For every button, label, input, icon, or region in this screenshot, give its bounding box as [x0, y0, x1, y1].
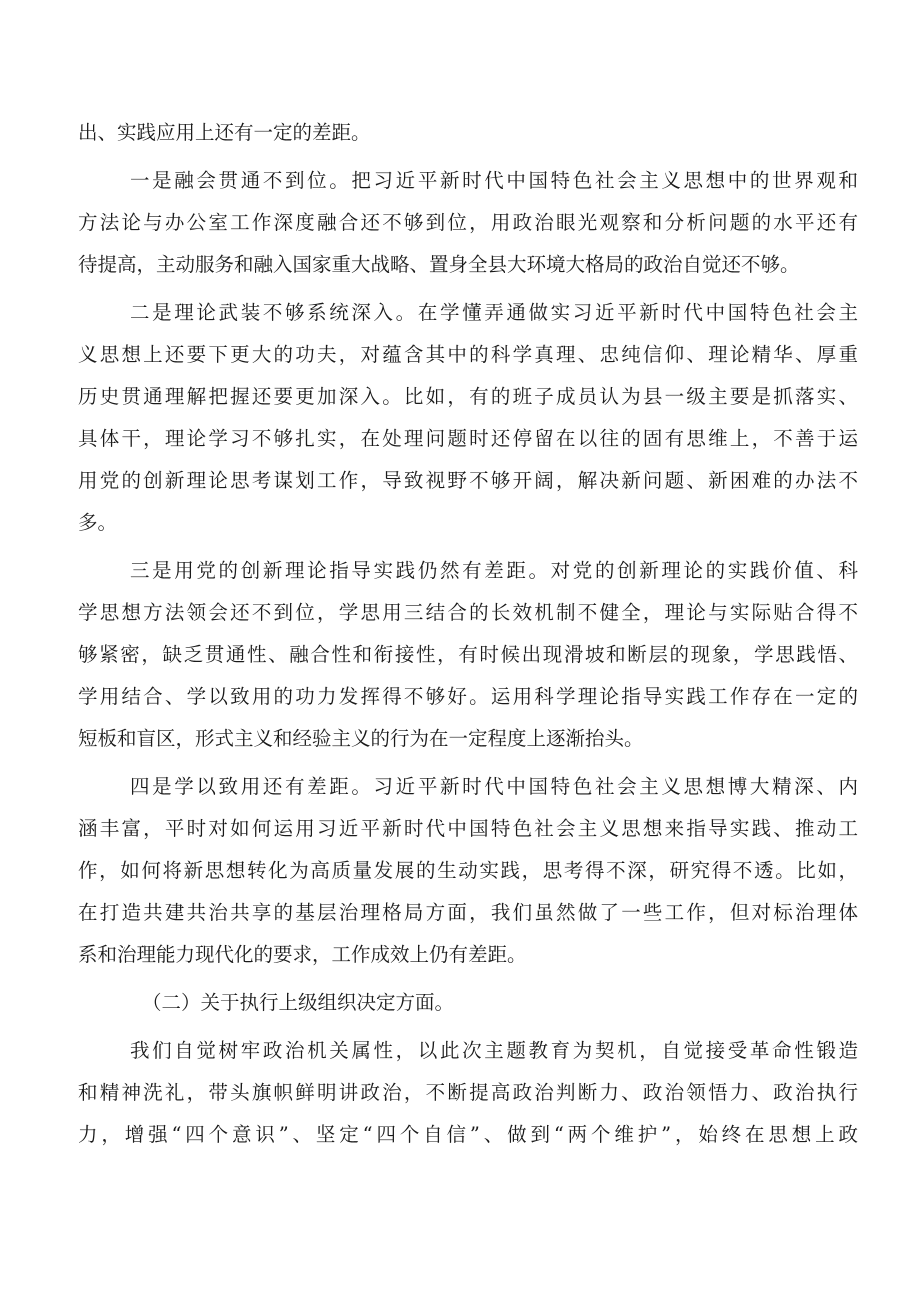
- text-line: 够紧密，缺乏贯通性、融合性和衔接性，有时候出现滑坡和断层的现象，学思践悟、: [78, 643, 858, 666]
- document-page: [78, 112, 858, 1156]
- text-line: 三是用党的创新理论指导实践仍然有差距。对党的创新理论的实践价值、科: [130, 559, 858, 582]
- text-line: 多。: [78, 511, 118, 534]
- text-line: 义思想上还要下更大的功夫，对蕴含其中的科学真理、忠纯信仰、理论精华、厚重: [78, 343, 858, 366]
- text-line: 学思想方法领会还不到位，学思用三结合的长效机制不健全，理论与实际贴合得不: [78, 601, 858, 624]
- text-line: 和精神洗礼，带头旗帜鲜明讲政治，不断提高政治判断力、政治领悟力、政治执行: [78, 1081, 858, 1104]
- text-line: 方法论与办公室工作深度融合还不够到位，用政治眼光观察和分析问题的水平还有: [78, 211, 858, 234]
- text-line: 系和治理能力现代化的要求，工作成效上仍有差距。: [78, 943, 527, 966]
- text-line: 在打造共建共治共享的基层治理格局方面，我们虽然做了一些工作，但对标治理体: [78, 901, 858, 924]
- text-line: 我们自觉树牢政治机关属性，以此次主题教育为契机，自觉接受革命性锻造: [130, 1039, 858, 1062]
- text-line: 涵丰富，平时对如何运用习近平新时代中国特色社会主义思想来指导实践、推动工: [78, 817, 858, 840]
- text-line: 作，如何将新思想转化为高质量发展的生动实践，思考得不深，研究得不透。比如，: [78, 859, 858, 882]
- text-line: 用党的创新理论思考谋划工作，导致视野不够开阔，解决新问题、新困难的办法不: [78, 469, 858, 492]
- text-line: 学用结合、学以致用的功力发挥得不够好。运用科学理论指导实践工作存在一定的: [78, 685, 858, 708]
- text-line: 出、实践应用上还有一定的差距。: [78, 121, 371, 144]
- text-line: 二是理论武装不够系统深入。在学懂弄通做实习近平新时代中国特色社会主: [130, 301, 858, 324]
- text-line: 四是学以致用还有差距。习近平新时代中国特色社会主义思想博大精深、内: [130, 775, 858, 798]
- text-line: 历史贯通理解把握还要更加深入。比如，有的班子成员认为县一级主要是抓落实、: [78, 385, 858, 408]
- text-line: 短板和盲区，形式主义和经验主义的行为在一定程度上逐渐抬头。: [78, 727, 644, 750]
- section-heading: （二）关于执行上级组织决定方面。: [142, 991, 455, 1014]
- text-line: 力，增强“四个意识”、坚定“四个自信”、做到“两个维护”，始终在思想上政: [78, 1123, 858, 1146]
- text-line: 一是融会贯通不到位。把习近平新时代中国特色社会主义思想中的世界观和: [130, 169, 858, 192]
- text-line: 具体干，理论学习不够扎实，在处理问题时还停留在以往的固有思维上，不善于运: [78, 427, 858, 450]
- text-line: 待提高，主动服务和融入国家重大战略、置身全县大环境大格局的政治自觉还不够。: [78, 253, 800, 276]
